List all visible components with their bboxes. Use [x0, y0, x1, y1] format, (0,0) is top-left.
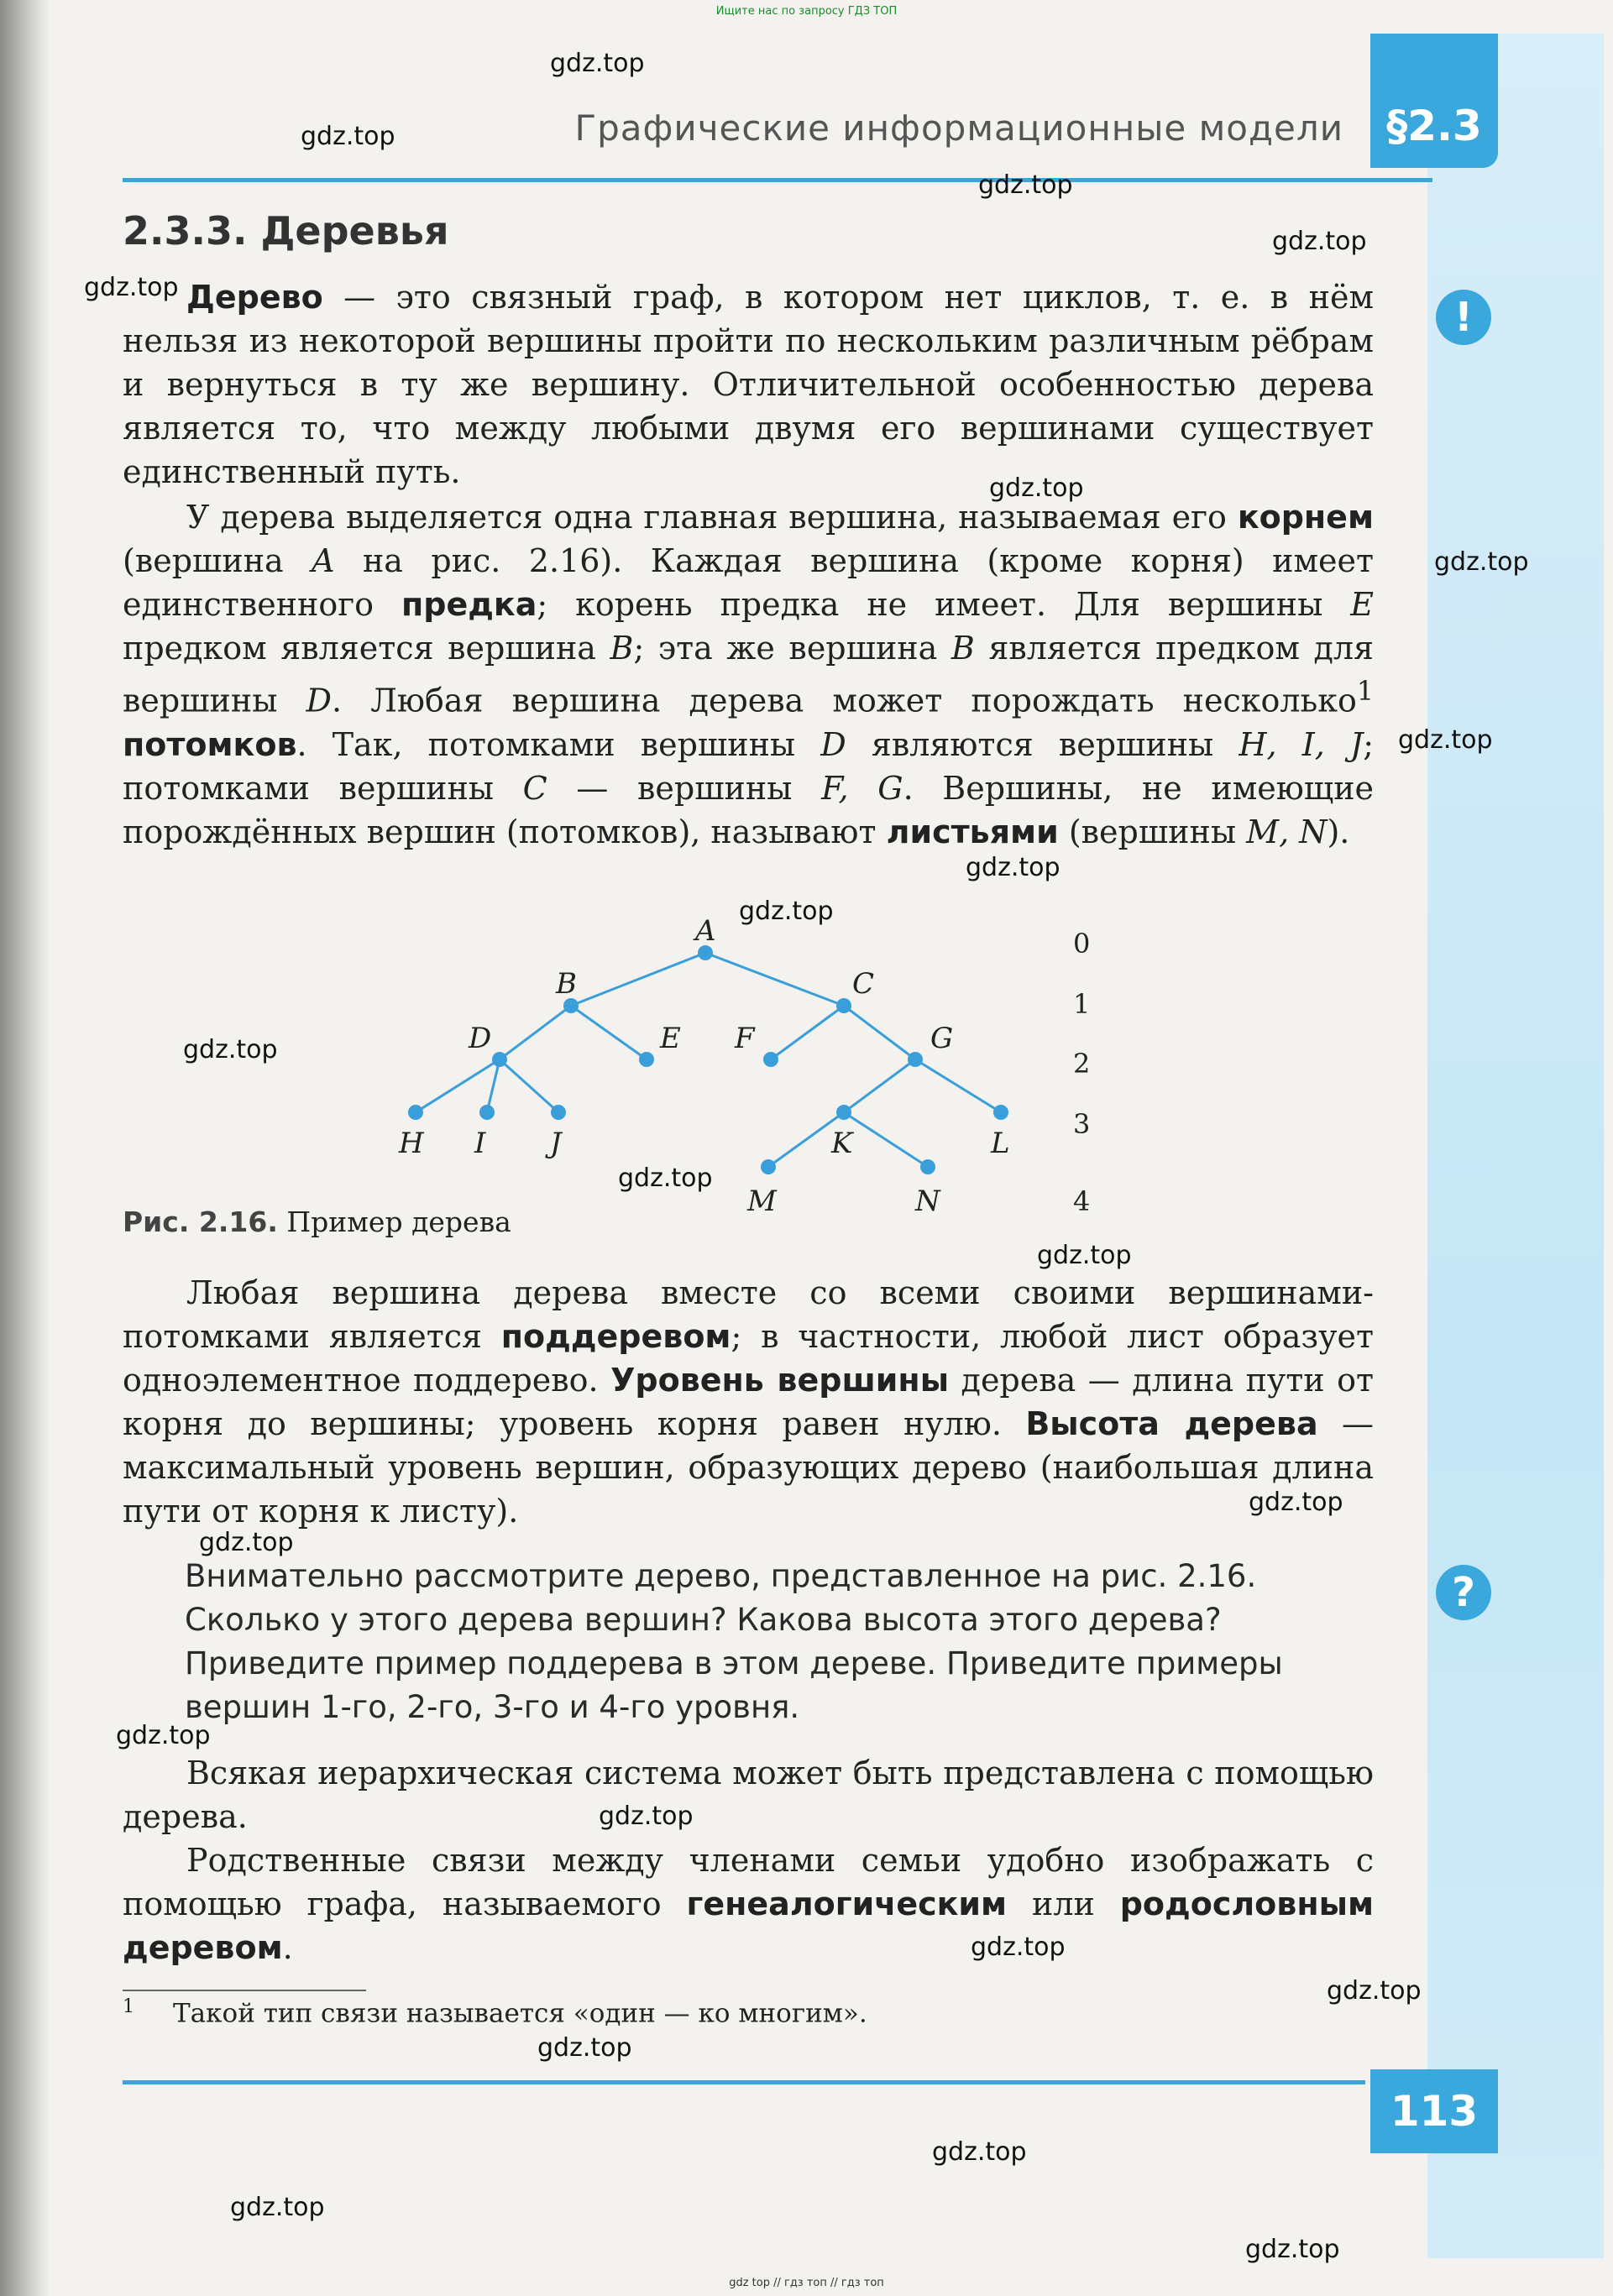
- node-I-dot: [479, 1105, 495, 1120]
- watermark: gdz.top: [739, 897, 834, 926]
- node-M-dot: [761, 1159, 776, 1174]
- watermark: gdz.top: [932, 2137, 1027, 2167]
- watermark: gdz.top: [978, 170, 1073, 200]
- figure-caption-label: Рис. 2.16.: [123, 1206, 278, 1238]
- node-I-label: I: [474, 1127, 486, 1160]
- watermark: gdz.top: [966, 853, 1060, 882]
- watermark: gdz.top: [1272, 227, 1367, 256]
- edge-C-F: [771, 1006, 844, 1059]
- figure-caption-text: Пример дерева: [286, 1206, 511, 1238]
- section-badge: §2.3: [1370, 34, 1498, 168]
- watermark: gdz.top: [230, 2193, 325, 2222]
- paragraph-definition: Дерево — это связный граф, в котором нет циклов, т. е. в нём нельзя из некоторой вершины пройти по нескольким различным рёбрам и вернуться в ту же вершину. Отличительной особенностью дерева является то, что между любыми двумя его вершинами существует единственный путь.: [123, 279, 1374, 490]
- top-note: Ищите нас по запросу ГДЗ ТОП: [715, 5, 898, 18]
- watermark: gdz.top: [971, 1933, 1066, 1962]
- paragraph-hierarchy: Всякая иерархическая система может быть представлена с помощью дерева.: [123, 1755, 1374, 1835]
- term-tree: Дерево: [186, 279, 323, 316]
- level-3-label: 3: [1073, 1108, 1091, 1140]
- watermark: gdz.top: [599, 1802, 694, 1831]
- node-N-dot: [920, 1159, 935, 1174]
- section-heading: 2.3.3. Деревья: [123, 208, 449, 254]
- edge-K-N: [844, 1112, 928, 1167]
- question-block: Внимательно рассмотрите дерево, представленное на рис. 2.16. Сколько у этого дерева вершин? Какова высота этого дерева? Приведите пример поддерева в этом дереве. Приведите примеры вершин 1-го, 2-го, 3-го и 4-го уровня.: [185, 1558, 1283, 1725]
- figure-caption: [123, 1206, 511, 1238]
- watermark: gdz.top: [116, 1721, 211, 1750]
- tree-diagram: [369, 907, 1125, 1242]
- node-D-label: D: [469, 1022, 492, 1055]
- watermark: gdz.top: [84, 273, 179, 302]
- node-J-dot: [551, 1105, 566, 1120]
- edge-A-C: [705, 953, 844, 1006]
- scan-shadow: [0, 0, 50, 2296]
- node-C-dot: [836, 998, 851, 1013]
- term-leaves: листьями: [886, 813, 1059, 850]
- watermark: gdz.top: [550, 49, 645, 78]
- footnote: [123, 1996, 867, 2028]
- exclamation-icon: !: [1436, 290, 1491, 345]
- watermark: gdz.top: [301, 122, 395, 151]
- header-rule: [123, 178, 1432, 182]
- term-vertex-level: Уровень вершины: [610, 1362, 950, 1399]
- footnote-rule: [123, 1990, 366, 1991]
- term-family-tree: родословным деревом: [123, 1885, 1375, 1966]
- node-K-label: K: [831, 1127, 853, 1160]
- bottom-note: gdz top // гдз топ // гдз топ: [729, 2277, 884, 2289]
- node-K-dot: [836, 1105, 851, 1120]
- watermark: gdz.top: [618, 1164, 713, 1193]
- node-E-dot: [639, 1052, 654, 1067]
- watermark: gdz.top: [1249, 1488, 1343, 1517]
- edge-B-D: [500, 1006, 571, 1059]
- term-root: корнем: [1237, 499, 1374, 536]
- edge-G-L: [915, 1059, 1001, 1112]
- node-A-label: A: [695, 914, 716, 948]
- node-N-label: N: [915, 1185, 940, 1218]
- term-ancestor: предка: [401, 586, 537, 623]
- paragraph-root: У дерева выделяется одна главная вершина, называемая его корнем (вершина A на рис. 2.16). Каждая вершина (кроме корня) имеет единственного предка; корень предка не имеет. Для вершины E предком является вершина B; эта же вершина B является предком для вершины D. Любая вершина дерева может порождать несколько$^1$ потомков. Так, потомками вершины D являются вершины H, I, J; потомками вершины C — вершины F, G. Вершины, не имеющие порождённых вершин (потомков), называют листьями (вершины M, N).: [123, 499, 1375, 850]
- node-E-label: E: [660, 1022, 681, 1055]
- paragraph-subtree: Любая вершина дерева вместе со всеми своими вершинами-потомками является поддеревом; в частности, любой лист образует одноэлементное поддерево. Уровень вершины дерева — длина пути от корня до вершины; уровень корня равен нулю. Высота дерева — максимальный уровень вершин, образующих дерево (наибольшая длина пути от корня к листу).: [123, 1274, 1375, 1530]
- footnote-ref: 1: [1356, 677, 1374, 707]
- watermark: gdz.top: [1398, 725, 1493, 755]
- level-4-label: 4: [1073, 1185, 1091, 1217]
- level-1-label: 1: [1073, 988, 1091, 1020]
- node-D-dot: [492, 1052, 507, 1067]
- node-F-label: F: [735, 1022, 755, 1055]
- question-icon: ?: [1436, 1565, 1491, 1620]
- node-G-label: G: [930, 1022, 954, 1055]
- watermark: gdz.top: [1037, 1241, 1132, 1270]
- term-genealogical: генеалогическим: [686, 1885, 1008, 1922]
- page-number: 113: [1370, 2069, 1498, 2153]
- watermark: gdz.top: [989, 473, 1084, 503]
- edge-B-E: [571, 1006, 647, 1059]
- term-descendants: потомков: [123, 725, 297, 763]
- edge-D-H: [416, 1059, 500, 1112]
- footer-rule: [123, 2080, 1365, 2084]
- node-B-label: B: [556, 967, 577, 1001]
- edge-G-K: [844, 1059, 915, 1112]
- watermark: gdz.top: [183, 1035, 278, 1064]
- node-L-label: L: [991, 1127, 1010, 1160]
- watermark: gdz.top: [537, 2033, 632, 2063]
- footnote-text: Такой тип связи называется «один — ко многим».: [173, 1998, 867, 2029]
- node-M-label: M: [747, 1185, 777, 1218]
- node-H-label: H: [399, 1127, 424, 1160]
- page-header-title: Графические информационные модели: [574, 107, 1343, 149]
- edge-A-B: [571, 953, 705, 1006]
- level-0-label: 0: [1073, 928, 1091, 960]
- watermark: gdz.top: [199, 1528, 294, 1557]
- level-2-label: 2: [1073, 1048, 1091, 1080]
- page-margin: [1427, 34, 1604, 2258]
- footnote-mark: 1: [123, 1996, 134, 2017]
- edge-D-J: [500, 1059, 558, 1112]
- edge-C-G: [844, 1006, 915, 1059]
- watermark: gdz.top: [1434, 547, 1529, 577]
- node-H-dot: [408, 1105, 423, 1120]
- watermark: gdz.top: [1327, 1976, 1422, 2006]
- node-G-dot: [908, 1052, 923, 1067]
- term-subtree: поддеревом: [500, 1318, 731, 1355]
- paragraph-genealogy: Родственные связи между членами семьи удобно изображать с помощью графа, называемого генеалогическим или родословным деревом.: [123, 1842, 1375, 1966]
- node-J-label: J: [550, 1127, 562, 1160]
- node-L-dot: [993, 1105, 1008, 1120]
- node-C-label: C: [852, 967, 875, 1001]
- term-tree-height: Высота дерева: [1025, 1405, 1318, 1442]
- watermark: gdz.top: [1245, 2235, 1340, 2264]
- node-F-dot: [763, 1052, 778, 1067]
